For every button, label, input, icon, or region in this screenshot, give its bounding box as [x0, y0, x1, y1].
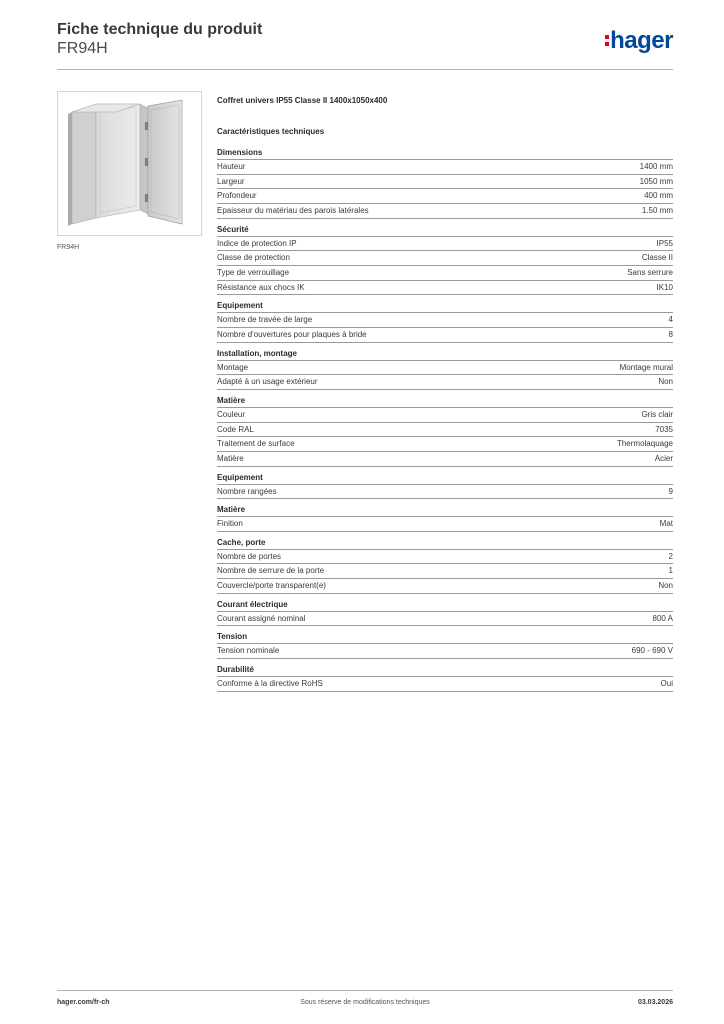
spec-section: [217, 224, 673, 296]
spec-value: Non: [658, 377, 673, 387]
spec-row: [217, 160, 673, 175]
spec-sections: [217, 147, 673, 692]
spec-row: [217, 437, 673, 452]
spec-value: 400 mm: [644, 191, 673, 201]
spec-value: 1.50 mm: [641, 205, 673, 215]
spec-section: [217, 599, 673, 627]
section-title: Dimensions: [217, 147, 673, 160]
spec-row: [217, 550, 673, 565]
spec-row: [217, 266, 673, 281]
section-title: Courant électrique: [217, 599, 673, 612]
spec-section: [217, 631, 673, 659]
spec-section: [217, 395, 673, 467]
spec-row: [217, 408, 673, 423]
spec-row: [217, 175, 673, 190]
spec-label: Largeur: [217, 176, 245, 186]
image-caption: FR94H: [57, 244, 80, 251]
hager-logo: [605, 28, 673, 54]
product-image: [57, 91, 202, 236]
spec-label: Indice de protection IP: [217, 238, 297, 248]
spec-section: [217, 472, 673, 500]
spec-label: Nombre de serrure de la porte: [217, 566, 325, 576]
specifications-content: [217, 96, 673, 697]
spec-label: Couleur: [217, 409, 246, 419]
spec-label: Adapté à un usage extérieur: [217, 377, 318, 387]
spec-label: Couvercle/porte transparent(e): [217, 581, 326, 591]
spec-label: Montage: [217, 362, 249, 372]
spec-label: Profondeur: [217, 191, 257, 201]
spec-row: [217, 423, 673, 438]
spec-value: 2: [668, 551, 673, 561]
logo-dots-icon: [605, 35, 609, 49]
section-title: Equipement: [217, 300, 673, 313]
spec-label: Nombre d'ouvertures pour plaques à bride: [217, 329, 367, 339]
spec-row: [217, 328, 673, 343]
spec-row: [217, 677, 673, 692]
spec-value: 7035: [655, 424, 673, 434]
spec-row: [217, 517, 673, 532]
section-title: Durabilité: [217, 664, 673, 677]
spec-label: Hauteur: [217, 162, 246, 171]
spec-value: 1: [668, 566, 673, 576]
footer-notice: Sous réserve de modifications techniques: [300, 999, 430, 1006]
spec-row: [217, 644, 673, 659]
spec-section: [217, 664, 673, 692]
specs-heading: Caractéristiques techniques: [217, 127, 325, 136]
spec-value: 4: [668, 315, 673, 325]
section-title: Matière: [217, 504, 673, 517]
product-name: Coffret univers IP55 Classe II 1400x1050x400: [217, 96, 388, 105]
spec-label: Classe de protection: [217, 253, 290, 263]
spec-value: 9: [668, 486, 673, 496]
spec-row: [217, 189, 673, 204]
spec-label: Nombre de travée de large: [217, 315, 313, 325]
spec-label: Traitement de surface: [217, 439, 295, 449]
spec-value: Acier: [654, 453, 673, 463]
spec-value: 1050 mm: [639, 176, 673, 186]
spec-section: [217, 300, 673, 342]
spec-label: Conforme à la directive RoHS: [217, 679, 323, 689]
spec-row: [217, 237, 673, 252]
spec-row: [217, 251, 673, 266]
spec-value: 800 A: [652, 613, 673, 623]
spec-label: Tension nominale: [217, 646, 280, 656]
document-title: Fiche technique du produit: [57, 21, 263, 38]
spec-label: Courant assigné nominal: [217, 613, 306, 623]
spec-row: [217, 612, 673, 627]
spec-row: [217, 281, 673, 296]
enclosure-illustration: [58, 92, 201, 235]
section-title: Tension: [217, 631, 673, 644]
spec-value: Sans serrure: [627, 267, 673, 277]
section-title: Sécurité: [217, 224, 673, 237]
spec-value: 690 - 690 V: [631, 646, 673, 656]
section-title: Cache, porte: [217, 537, 673, 550]
spec-section: [217, 537, 673, 594]
spec-row: [217, 452, 673, 467]
spec-label: Epaisseur du matériau des parois latérales: [217, 205, 369, 215]
spec-label: Code RAL: [217, 424, 254, 434]
spec-row: [217, 313, 673, 328]
spec-value: IP55: [656, 238, 673, 248]
spec-section: [217, 348, 673, 390]
footer-website: hager.com/fr-ch: [57, 999, 110, 1006]
spec-value: Non: [658, 581, 673, 591]
spec-value: Mat: [659, 519, 673, 529]
spec-label: Type de verrouillage: [217, 267, 290, 277]
spec-label: Nombre rangées: [217, 486, 277, 496]
spec-value: 8: [668, 329, 673, 339]
page-footer: [57, 990, 673, 1006]
spec-label: Nombre de portes: [217, 551, 282, 561]
spec-row: [217, 579, 673, 594]
spec-section: [217, 504, 673, 532]
logo-text: hager: [610, 27, 673, 54]
section-title: Equipement: [217, 472, 673, 485]
spec-value: Montage mural: [619, 362, 673, 372]
spec-row: [217, 204, 673, 219]
spec-value: Gris clair: [641, 409, 673, 419]
spec-label: Finition: [217, 519, 243, 529]
spec-row: [217, 361, 673, 376]
spec-value: Classe II: [641, 253, 673, 263]
spec-value: Thermolaquage: [616, 439, 673, 449]
spec-row: [217, 564, 673, 579]
spec-value: Oui: [660, 679, 673, 689]
spec-label: Résistance aux chocs IK: [217, 282, 305, 292]
section-title: Matière: [217, 395, 673, 408]
spec-value: IK10: [656, 282, 673, 292]
spec-section: [217, 147, 673, 219]
section-title: Installation, montage: [217, 348, 673, 361]
footer-date: 03.03.2026: [637, 999, 673, 1006]
spec-row: [217, 375, 673, 390]
page-header: [57, 20, 673, 70]
spec-row: [217, 485, 673, 500]
spec-value: 1400 mm: [639, 162, 673, 171]
product-reference: FR94H: [57, 40, 108, 57]
spec-label: Matière: [217, 453, 244, 463]
